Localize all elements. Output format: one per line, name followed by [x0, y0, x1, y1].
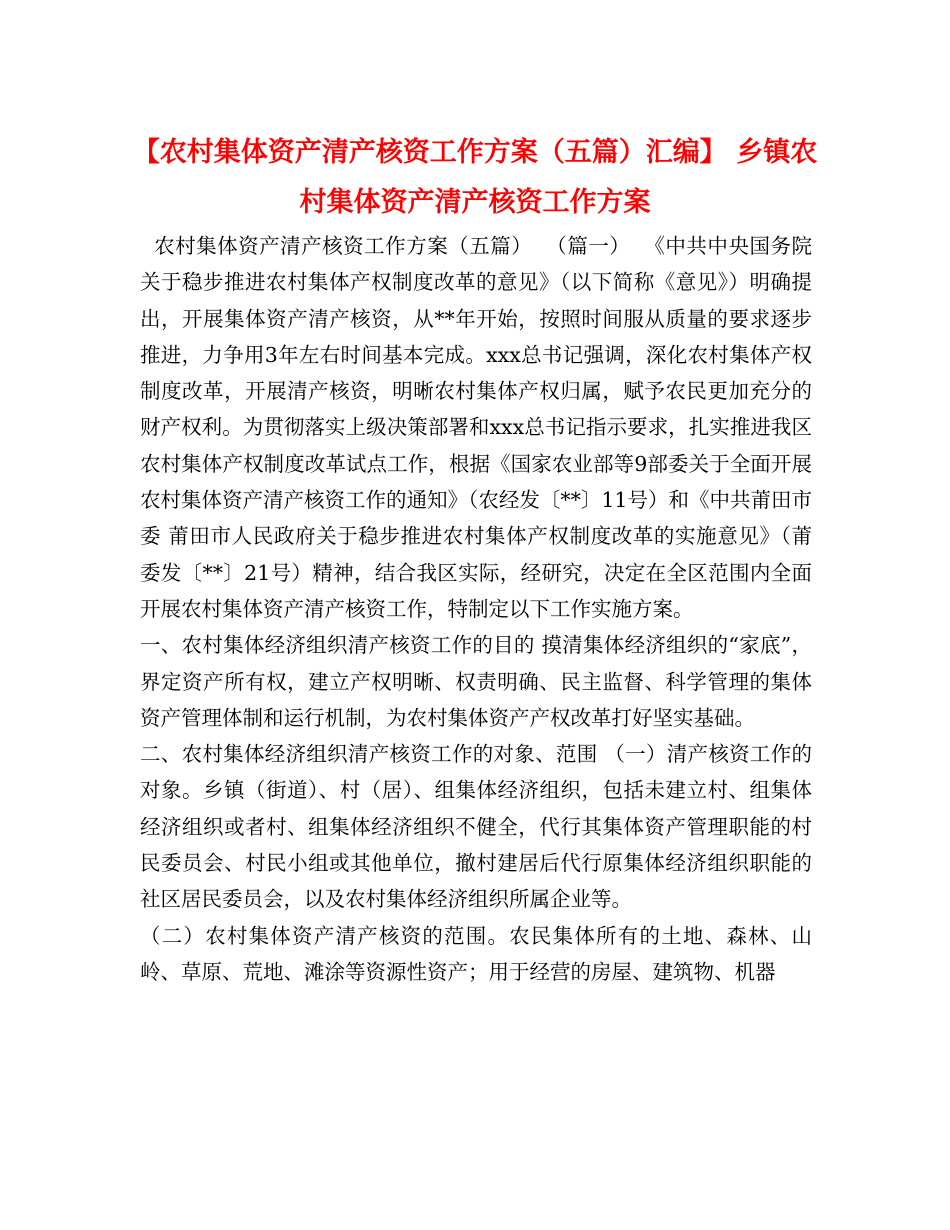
document-title: 【农村集体资产清产核资工作方案（五篇）汇编】 乡镇农村集体资产清产核资工作方案	[132, 137, 818, 218]
paragraph-intro: 农村集体资产清产核资工作方案（五篇） （篇一） 《中共中央国务院关于稳步推进农村集体产权制度改革的意见》（以下简称《意见》）明确提出，开展集体资产清产核资，从**年开始，按照时间服从质量的要求逐步推进，力争用3年左右时间基本完成。xxx总书记强调，深化农村集体产权制度改革，开展清产核资，明晰农村集体产权归属，赋予农民更加充分的财产权利。为贯彻落实上级决策部署和xxx总书记指示要求，扎实推进我区农村集体产权制度改革试点工作，根据《国家农业部等9部委关于全面开展农村集体资产清产核资工作的通知》（农经发〔**〕11号）和《中共莆田市委 莆田市人民政府关于稳步推进农村集体产权制度改革的实施意见》（莆委发〔**〕21号）精神，结合我区实际，经研究，决定在全区范围内全面开展农村集体资产清产核资工作，特制定以下工作实施方案。	[140, 234, 812, 621]
paragraph-section-one: 一、农村集体经济组织清产核资工作的目的 摸清集体经济组织的“家底”，界定资产所有权，建立产权明晰、权责明确、民主监督、科学管理的集体资产管理体制和运行机制，为农村集体资产产权改革打好坚实基础。	[140, 633, 812, 730]
paragraph-section-two: 二、农村集体经济组织清产核资工作的对象、范围 （一）清产核资工作的对象。乡镇（街道）、村（居）、组集体经济组织，包括未建立村、组集体经济组织或者村、组集体经济组织不健全，代行其集体资产管理职能的村民委员会、村民小组或其他单位，撤村建居后代行原集体经济组织职能的社区居民委员会，以及农村集体经济组织所属企业等。	[140, 742, 812, 912]
document-body	[140, 228, 812, 990]
paragraph-section-two-sub: （二）农村集体资产清产核资的范围。农民集体所有的土地、森林、山岭、草原、荒地、滩涂等资源性资产；用于经营的房屋、建筑物、机器	[140, 923, 812, 984]
